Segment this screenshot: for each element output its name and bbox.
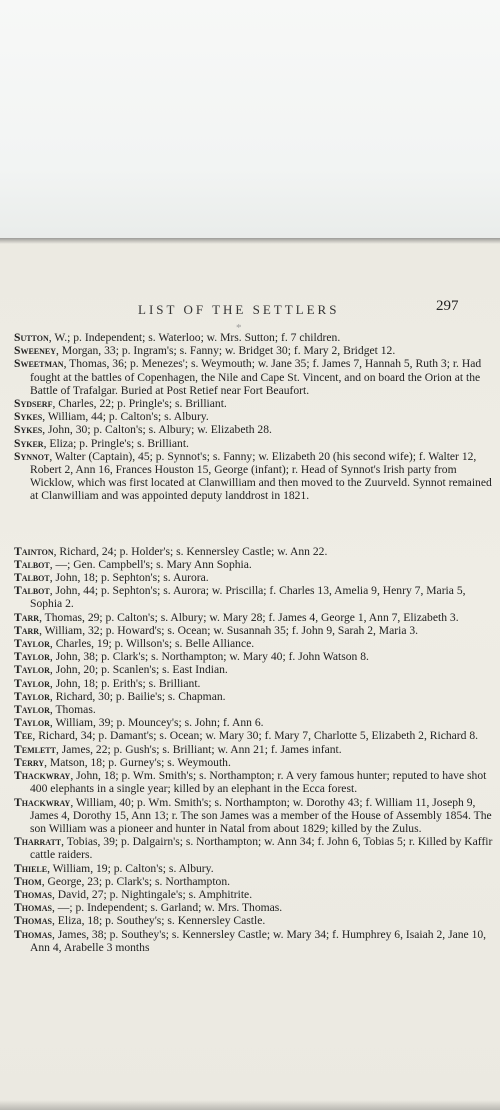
list-item [14,357,496,397]
background-surface [0,0,500,240]
surname: Tharratt [14,835,62,849]
entry-text: , George, 23; p. Clark's; s. Northampton. [41,874,231,888]
entry-text: , John, 18; p. Sephton's; s. Aurora. [49,571,209,585]
surname: Taylor [14,689,50,703]
surname: Taylor [14,650,50,664]
list-item [14,796,496,836]
entry-text: , Richard, 34; p. Damant's; s. Ocean; w. Mary 30; f. Mary 7, Charlotte 5, Elizabeth 2, Richard 8. [32,729,479,743]
page-edge-shadow [0,238,500,244]
surname: Sweetman [14,357,64,371]
list-item [14,624,496,637]
surname: Thomas [14,914,52,928]
list-item [14,875,496,888]
entry-text: , John, 30; p. Calton's; s. Albury; w. Elizabeth 28. [42,423,272,437]
ornament-mark: * [236,322,242,334]
list-item [14,423,496,436]
entry-text: , William, 19; p. Calton's; s. Albury. [47,861,214,875]
list-item [14,690,496,703]
list-item [14,928,496,954]
surname: Taylor [14,703,50,717]
entry-text: , William, 32; p. Howard's; s. Ocean; w. Susannah 35; f. John 9, Sarah 2, Maria 3. [39,623,419,637]
surname: Tarr [14,623,40,637]
surname: Thomas [14,887,52,901]
list-item [14,835,496,861]
entry-text: , Charles, 22; p. Pringle's; s. Brilliant. [52,397,227,411]
surname: Sweeney [14,344,57,358]
entry-text: , Tobias, 39; p. Dalgairn's; s. Northampton; w. Ann 34; f. John 6, Tobias 5; r. Killed by Kaffir cattle raiders. [30,835,493,862]
surname: Thiele [14,861,48,875]
list-item [14,545,496,558]
entry-text: , Charles, 19; p. Willson's; s. Belle Alliance. [49,637,255,651]
page-number: 297 [436,298,459,314]
surname: Talbot [14,571,50,585]
surname: Sutton [14,331,49,344]
book-page [0,238,500,1110]
list-item [14,437,496,450]
surname: Thomas [14,927,52,941]
entry-text: , Walter (Captain), 45; p. Synnot's; s. Fanny; w. Elizabeth 20 (his second wife); f. Walter 12, Robert 2, Ann 16, Frances Houston 15, George (infant); r. Head of Synnot's Irish party from Wicklow, which was first located at Clanwilliam and then moved to the Zuurveld. Synnot remained at Clanwilliam and was appointed deputy landdrost in 1821. [30,449,492,503]
surname: Tarr [14,610,40,624]
surname: Thackwray [14,769,71,783]
list-item [14,410,496,423]
list-item [14,450,496,503]
list-item [14,650,496,663]
surname: Syker [14,436,44,450]
entry-text: , Matson, 18; p. Gurney's; s. Weymouth. [44,755,231,769]
surname: Tee [14,729,33,743]
list-item [14,331,496,344]
surname: Synnot [14,449,50,463]
surname: Taylor [14,716,50,730]
surname: Thomas [14,901,52,915]
entry-text: , John, 38; p. Clark's; s. Northampton; w. Mary 40; f. John Watson 8. [49,650,369,664]
list-item [14,888,496,901]
surname: Terry [14,755,45,769]
entry-text: , Thomas, 36; p. Menezes'; s. Weymouth; w. Jane 35; f. James 7, Hannah 5, Ruth 3; r. Had fought at the battles of Copenhagen, the Nile and Cape St. Vincent, and on board the Orion at the Battle of Trafalgar. Buried at Post Retief near Fort Beaufort. [30,357,482,397]
list-item [14,703,496,716]
entry-text: , Eliza, 18; p. Southey's; s. Kennersley Castle. [51,914,266,928]
surname: Sykes [14,410,43,424]
list-item [14,397,496,410]
entry-text: , Morgan, 33; p. Ingram's; s. Fanny; w. Bridget 30; f. Mary 2, Bridget 12. [56,344,396,358]
list-item [14,663,496,676]
entry-text: , Eliza; p. Pringle's; s. Brilliant. [43,436,189,450]
entry-text: , Richard, 30; p. Bailie's; s. Chapman. [49,689,226,703]
entry-text: , John, 20; p. Scanlen's; s. East Indian. [49,663,228,677]
list-item [14,756,496,769]
surname: Thom [14,874,42,888]
list-item [14,901,496,914]
list-item [14,729,496,742]
entry-text: , W.; p. Independent; s. Waterloo; w. Mrs. Sutton; f. 7 children. [48,331,341,344]
list-item [14,677,496,690]
surname: Sydserf [14,397,53,411]
surname: Sykes [14,423,43,437]
surname: Taylor [14,663,50,677]
entry-text: , John, 44; p. Sephton's; s. Aurora; w. Priscilla; f. Charles 13, Amelia 9, Henry 7, Maria 5, Sophia 2. [30,584,466,611]
list-item [14,571,496,584]
settler-list [14,331,496,954]
entry-text: , Thomas, 29; p. Calton's; s. Albury; w. Mary 28; f. James 4, George 1, Ann 7, Elizabeth 3. [39,610,459,624]
entry-text: , —; Gen. Campbell's; s. Mary Ann Sophia. [49,557,252,571]
entry-text: , William, 40; p. Wm. Smith's; s. Northampton; w. Dorothy 43; f. William 11, Joseph 9, James 4, Dorothy 15, Ann 13; r. The son James was a member of the House of Assembly 1854. The son William was a pioneer and hunter in Natal from about 1829; killed by the Zulus. [30,795,492,835]
entry-text: , William, 44; p. Calton's; s. Albury. [42,410,209,424]
entry-text: , —; p. Independent; s. Garland; w. Mrs. Thomas. [51,901,283,915]
surname: Talbot [14,584,50,598]
entry-text: , John, 18; p. Wm. Smith's; s. Northampton; r. A very famous hunter; reputed to have shot 400 elephants in a single year; killed by an elephant in the Ecca forest. [30,769,487,796]
surname: Taylor [14,637,50,651]
list-item [14,743,496,756]
list-item [14,558,496,571]
surname: Thackwray [14,795,71,809]
list-item [14,584,496,610]
entry-text: , Richard, 24; p. Holder's; s. Kennersley Castle; w. Ann 22. [53,544,328,558]
list-item [14,862,496,875]
list-item [14,769,496,795]
running-head [0,298,500,322]
list-item [14,611,496,624]
page-title: LIST OF THE SETTLERS [138,302,340,317]
entry-text: , James, 38; p. Southey's; s. Kennersley Castle; w. Mary 34; f. Humphrey 6, Isaiah 2, Jane 10, Ann 4, Arabelle 3 months [30,927,487,954]
entry-text: , John, 18; p. Erith's; s. Brilliant. [49,676,201,690]
list-item [14,637,496,650]
entry-text: , Thomas. [49,703,96,717]
surname: Taylor [14,676,50,690]
entry-text: , William, 39; p. Mouncey's; s. John; f. Ann 6. [49,716,264,730]
surname: Talbot [14,557,50,571]
entry-text: , David, 27; p. Nightingale's; s. Amphitrite. [51,887,253,901]
list-item [14,716,496,729]
page-bottom-shadow [0,1100,500,1110]
surname: Temlett [14,742,56,756]
list-item [14,914,496,927]
surname: Tainton [14,544,54,558]
entry-text: , James, 22; p. Gush's; s. Brilliant; w. Ann 21; f. James infant. [55,742,342,756]
list-item [14,344,496,357]
